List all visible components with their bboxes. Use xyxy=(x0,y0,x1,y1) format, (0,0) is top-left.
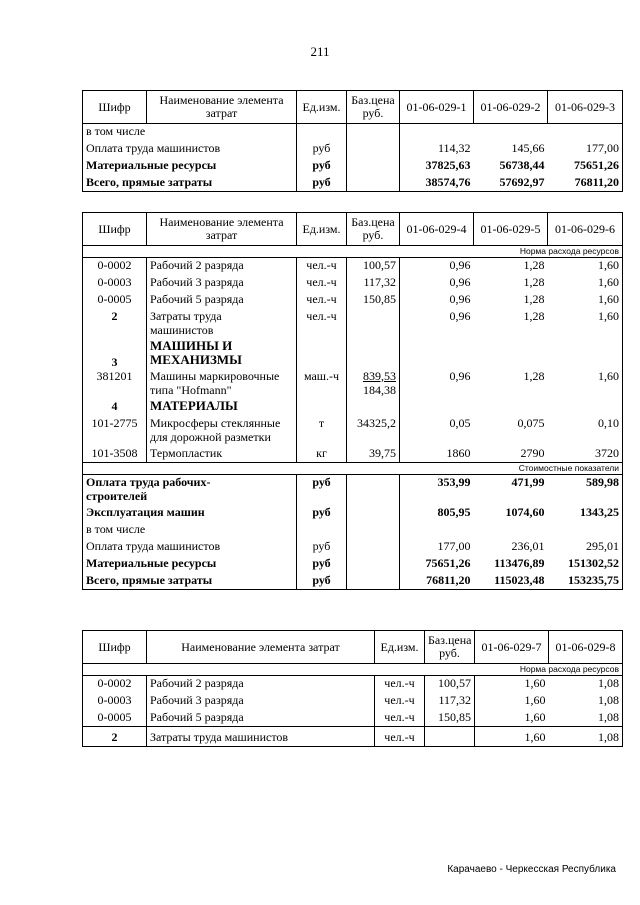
row-name xyxy=(147,369,297,399)
row-unit: руб xyxy=(297,505,347,522)
row-code: 381201 xyxy=(83,369,147,399)
table-row xyxy=(83,446,623,463)
row-value: 38574,76 xyxy=(400,175,474,192)
header-code: Шифр xyxy=(83,91,147,124)
row-price: 34325,2 xyxy=(347,416,400,446)
row-price: 117,32 xyxy=(347,275,400,292)
header-price: Баз.цена руб. xyxy=(425,631,475,664)
section-title-line: МЕХАНИЗМЫ xyxy=(150,351,242,367)
row-value: 57692,97 xyxy=(474,175,548,192)
row-name-line: Оплата труда рабочих- xyxy=(86,475,211,489)
row-unit: т xyxy=(297,416,347,446)
cost-table-1 xyxy=(82,90,623,192)
header-col: 01-06-029-8 xyxy=(549,631,623,664)
table-row xyxy=(83,727,623,747)
row-price: 150,85 xyxy=(425,710,475,727)
table-row xyxy=(83,676,623,693)
row-name: Материальные ресурсы xyxy=(83,556,297,573)
row-name: Рабочий 3 разряда xyxy=(147,275,297,292)
row-value: 1,60 xyxy=(475,693,549,710)
row-code: 0-0002 xyxy=(83,676,147,693)
row-value: 113476,89 xyxy=(494,555,545,570)
row-value: 1,60 xyxy=(548,292,623,309)
row-name: Всего, прямые затраты xyxy=(83,573,297,590)
table-row xyxy=(83,539,623,556)
row-value: 1,60 xyxy=(548,309,623,339)
row-value: 1,60 xyxy=(548,275,623,292)
section-row xyxy=(83,399,623,416)
row-value: 1,60 xyxy=(475,727,549,747)
row-name-line: Микросферы стеклянные xyxy=(150,415,281,430)
table-row xyxy=(83,292,623,309)
row-value: 1,60 xyxy=(475,676,549,693)
cost-table-2 xyxy=(82,212,623,590)
section-code: 4 xyxy=(83,399,147,416)
header-name: Наименование элемента затрат xyxy=(147,213,297,246)
row-value: 1,08 xyxy=(549,727,623,747)
row-unit: руб xyxy=(297,539,347,556)
row-unit: чел.-ч xyxy=(297,275,347,292)
table-row xyxy=(83,175,623,192)
row-name: Рабочий 3 разряда xyxy=(147,693,375,710)
row-price: 117,32 xyxy=(425,693,475,710)
row-code: 101-2775 xyxy=(83,416,147,446)
row-price xyxy=(347,369,400,399)
row-name: Рабочий 2 разряда xyxy=(147,258,297,275)
row-name: Всего, прямые затраты xyxy=(83,175,297,192)
table-row xyxy=(83,124,623,141)
row-unit: кг xyxy=(297,446,347,463)
row-unit: чел.-ч xyxy=(297,292,347,309)
table-row xyxy=(83,158,623,175)
row-value: 3720 xyxy=(548,446,623,463)
row-value: 177,00 xyxy=(548,141,623,158)
row-name: Затраты труда машинистов xyxy=(147,727,375,747)
header-col: 01-06-029-2 xyxy=(474,91,548,124)
footer-region: Карачаево - Черкесская Республика xyxy=(447,864,616,875)
row-price: 100,57 xyxy=(425,676,475,693)
row-value: 1,60 xyxy=(548,258,623,275)
row-value: 1,60 xyxy=(548,369,623,399)
row-value: 295,01 xyxy=(548,539,623,556)
row-value: 76811,20 xyxy=(548,175,623,192)
row-name xyxy=(147,416,297,446)
row-value: 2790 xyxy=(520,445,545,460)
row-value: 589,98 xyxy=(548,475,623,505)
row-name-line: Машины маркировочные xyxy=(150,368,280,383)
header-unit: Ед.изм. xyxy=(297,91,347,124)
row-value: 0,96 xyxy=(400,258,474,275)
cost-table-3 xyxy=(82,630,623,747)
row-value: 75651,26 xyxy=(548,158,623,175)
row-value: 115023,48 xyxy=(474,573,548,590)
section-code: 3 xyxy=(83,339,147,369)
row-value: 1,08 xyxy=(549,710,623,727)
row-value: 153235,75 xyxy=(548,573,623,590)
row-value: 0,10 xyxy=(548,416,623,446)
row-value: 0,96 xyxy=(400,292,474,309)
row-code: 0-0005 xyxy=(83,710,147,727)
row-name: Термопластик xyxy=(147,446,297,463)
row-value: 0,05 xyxy=(400,416,474,446)
row-name: в том числе xyxy=(83,124,297,141)
row-name: Рабочий 2 разряда xyxy=(147,676,375,693)
header-col: 01-06-029-1 xyxy=(400,91,474,124)
row-code: 0-0002 xyxy=(83,258,147,275)
section-label-row xyxy=(83,463,623,475)
header-code: Шифр xyxy=(83,631,147,664)
header-col: 01-06-029-5 xyxy=(474,213,548,246)
section-title-line: МАШИНЫ И xyxy=(150,338,233,353)
row-value: 0,96 xyxy=(400,275,474,292)
row-value: 177,00 xyxy=(400,539,474,556)
row-value: 151302,52 xyxy=(548,556,623,573)
row-price-line: 184,38 xyxy=(363,382,396,397)
row-name: Рабочий 5 разряда xyxy=(147,710,375,727)
table-row xyxy=(83,573,623,590)
row-value: 37825,63 xyxy=(400,158,474,175)
row-price: 150,85 xyxy=(347,292,400,309)
row-value: 353,99 xyxy=(400,475,474,505)
header-unit: Ед.изм. xyxy=(297,213,347,246)
row-value: 114,32 xyxy=(400,141,474,158)
row-name-line: машинистов xyxy=(150,322,214,337)
table-row xyxy=(83,141,623,158)
header-name: Наименование элемента затрат xyxy=(147,631,375,664)
row-value: 1,28 xyxy=(523,291,545,306)
header-col: 01-06-029-6 xyxy=(548,213,623,246)
table-row xyxy=(83,475,623,505)
row-name: Материальные ресурсы xyxy=(83,158,297,175)
section-label-row xyxy=(83,664,623,676)
section-row xyxy=(83,339,623,369)
table-row xyxy=(83,416,623,446)
table-header xyxy=(83,631,623,664)
row-name-line: типа "Hofmann" xyxy=(150,382,232,397)
row-code: 0-0005 xyxy=(83,292,147,309)
row-name: Эксплуатация машин xyxy=(83,505,297,522)
row-unit: руб xyxy=(297,475,347,505)
row-value: 56738,44 xyxy=(499,157,545,172)
header-unit: Ед.изм. xyxy=(375,631,425,664)
header-price: Баз.цена руб. xyxy=(347,213,400,246)
table-row xyxy=(83,275,623,292)
section-title: МАТЕРИАЛЫ xyxy=(147,399,297,416)
row-value: 1,28 xyxy=(523,308,545,323)
header-col: 01-06-029-4 xyxy=(400,213,474,246)
row-unit: маш.-ч xyxy=(297,369,347,399)
row-name: Оплата труда машинистов xyxy=(83,539,297,556)
row-code: 101-3508 xyxy=(83,446,147,463)
header-code: Шифр xyxy=(83,213,147,246)
row-value: 1,28 xyxy=(523,258,545,272)
row-unit: чел.-ч xyxy=(297,258,347,275)
section-label-row xyxy=(83,246,623,258)
page-number: 211 xyxy=(310,44,330,59)
row-value: 1,28 xyxy=(523,368,545,383)
header-col: 01-06-029-3 xyxy=(548,91,623,124)
row-name: Оплата труда машинистов xyxy=(83,141,297,158)
row-value: 1,60 xyxy=(475,710,549,727)
row-unit: руб xyxy=(297,175,347,192)
row-value: 471,99 xyxy=(511,475,545,489)
header-price: Баз.цена руб. xyxy=(347,91,400,124)
row-code: 0-0003 xyxy=(83,693,147,710)
table-row xyxy=(83,522,623,539)
row-name-line: Затраты труда xyxy=(150,308,222,323)
row-value: 805,95 xyxy=(400,505,474,522)
row-code: 2 xyxy=(83,727,147,747)
row-name xyxy=(147,309,297,339)
table-row xyxy=(83,505,623,522)
row-value: 0,075 xyxy=(517,415,545,430)
row-value: 1,08 xyxy=(549,676,623,693)
header-col: 01-06-029-7 xyxy=(475,631,549,664)
row-name: в том числе xyxy=(83,522,297,539)
norm-label: Норма расхода ресурсов xyxy=(83,246,623,258)
row-name-line: для дорожной разметки xyxy=(150,429,271,444)
row-price-line: 839,53 xyxy=(363,368,396,383)
row-unit: руб xyxy=(297,573,347,590)
table-row xyxy=(83,309,623,339)
table-row xyxy=(83,693,623,710)
row-value: 236,01 xyxy=(511,538,545,553)
row-value: 1,28 xyxy=(523,274,545,289)
row-unit: руб xyxy=(297,158,347,175)
cost-label: Стоимостные показатели xyxy=(83,463,623,475)
row-price: 39,75 xyxy=(347,446,400,463)
row-code: 0-0003 xyxy=(83,275,147,292)
header-name: Наименование элемента затрат xyxy=(147,91,297,124)
row-unit: чел.-ч xyxy=(375,676,425,693)
row-unit: чел.-ч xyxy=(375,727,425,747)
row-value: 1860 xyxy=(400,446,474,463)
row-price: 100,57 xyxy=(347,258,400,275)
row-code: 2 xyxy=(83,309,147,339)
row-value: 76811,20 xyxy=(400,573,474,590)
row-value: 0,96 xyxy=(400,369,474,399)
row-value: 1343,25 xyxy=(548,505,623,522)
row-unit: чел.-ч xyxy=(297,309,347,339)
row-name xyxy=(83,475,297,505)
row-value: 1074,60 xyxy=(505,504,545,519)
table-row xyxy=(83,258,623,275)
row-name: Рабочий 5 разряда xyxy=(147,292,297,309)
table-row xyxy=(83,369,623,399)
row-unit: руб xyxy=(297,556,347,573)
row-value: 145,66 xyxy=(511,140,545,155)
norm-label: Норма расхода ресурсов xyxy=(83,664,623,676)
table-header xyxy=(83,213,623,246)
section-title xyxy=(147,339,297,369)
table-header xyxy=(83,91,623,124)
row-value: 75651,26 xyxy=(400,556,474,573)
table-row xyxy=(83,710,623,727)
row-value: 0,96 xyxy=(400,309,474,339)
row-unit: руб xyxy=(297,141,347,158)
row-value: 1,08 xyxy=(549,693,623,710)
row-unit: чел.-ч xyxy=(375,710,425,727)
table-row xyxy=(83,556,623,573)
row-name-line: строителей xyxy=(86,489,148,503)
row-unit: чел.-ч xyxy=(375,693,425,710)
